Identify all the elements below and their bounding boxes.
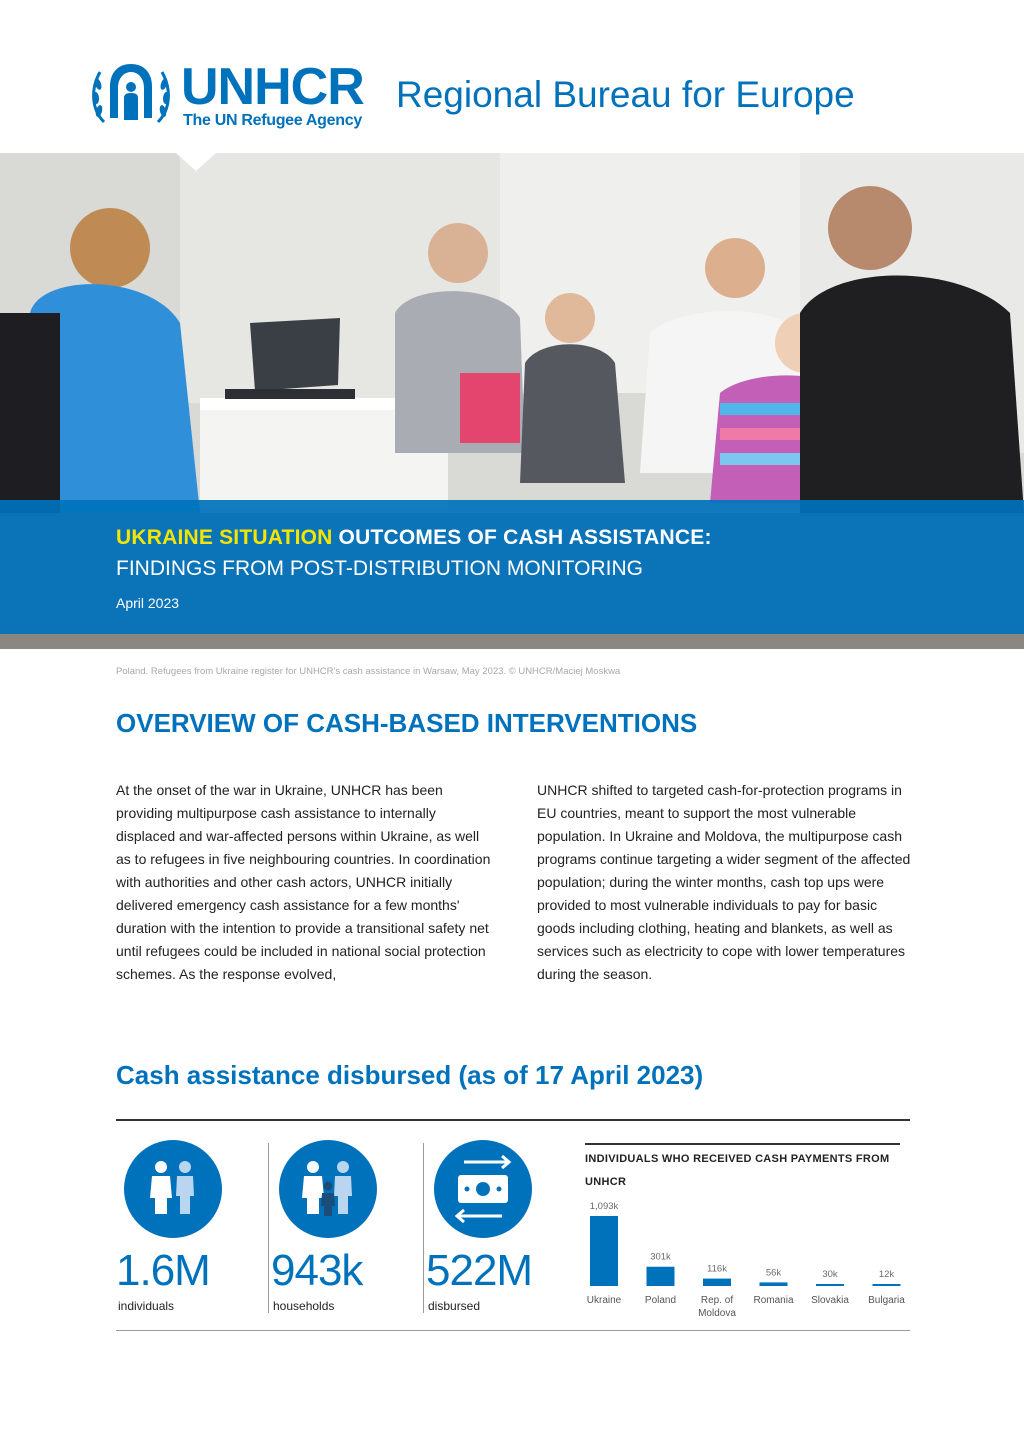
bar-chart <box>580 1190 920 1325</box>
stat-value: 1.6M <box>116 1246 210 1295</box>
bureau-title: Regional Bureau for Europe <box>396 74 855 115</box>
bar-poland <box>647 1267 675 1286</box>
report-title-highlight: UKRAINE SITUATION <box>116 526 333 549</box>
bar-value-label: 116k <box>707 1263 727 1275</box>
report-title <box>116 526 712 550</box>
bar-value-label: 30k <box>822 1269 838 1280</box>
report-subtitle: FINDINGS FROM POST-DISTRIBUTION MONITORING <box>116 557 643 580</box>
section-rule-top <box>116 1119 910 1121</box>
stat-divider <box>423 1143 424 1313</box>
unhcr-emblem-icon <box>90 60 172 130</box>
category-label: Poland <box>644 1295 677 1306</box>
chart-title: INDIVIDUALS WHO RECEIVED CASH PAYMENTS FROM UNHCR <box>585 1153 890 1188</box>
family-icon <box>279 1140 377 1238</box>
bar-value-label: 1,093k <box>589 1201 619 1212</box>
bar-bulgaria <box>873 1284 901 1286</box>
stat-label: disbursed <box>428 1299 481 1313</box>
bar-value-label: 56k <box>765 1267 782 1279</box>
cash-transfer-icon <box>434 1140 532 1238</box>
logo-wordmark: UNHCR <box>181 58 364 116</box>
bar-slovakia <box>816 1284 844 1286</box>
category-label: Ukraine <box>586 1295 622 1306</box>
overview-text-left: At the onset of the war in Ukraine, UNHCR has been providing multipurpose cash assistance to internally displaced and war-affected persons within Ukraine, as well as to refugees in five neighbouring countries. In coordination with authorities and other cash actors, UNHCR initially delivered emergency cash assistance for a few months' duration with the intention to provide a transitional safety net until refugees could be included in national social protection schemes. As the response evolved, <box>116 782 491 982</box>
stat-value: 522M <box>426 1246 533 1295</box>
report-date: April 2023 <box>116 595 180 611</box>
logo-tagline: The UN Refugee Agency <box>183 112 362 129</box>
report-title-rest: OUTCOMES OF CASH ASSISTANCE: <box>332 526 712 549</box>
cash-heading: Cash assistance disbursed (as of 17 April 2023) <box>116 1060 704 1090</box>
overview-heading: OVERVIEW OF CASH-BASED INTERVENTIONS <box>116 708 698 738</box>
photo-caption: Poland. Refugees from Ukraine register for UNHCR's cash assistance in Warsaw, May 2023. © UNHCR/Maciej Moskwa <box>116 666 621 677</box>
bar-value-label: 12k <box>878 1269 895 1280</box>
bar-ukraine <box>590 1216 618 1286</box>
category-label: Slovakia <box>811 1295 849 1306</box>
overview-text-right: UNHCR shifted to targeted cash-for-protection programs in EU countries, meant to support the most vulnerable population. In Ukraine and Moldova, the multipurpose cash programs continue targeting a wider segment of the affected population; during the winter months, cash top ups were provided to most vulnerable individuals to pay for basic goods including clothing, heating and blankets, as well as services such as electricity to cope with lower temperatures during the season. <box>537 782 911 982</box>
stat-label: individuals <box>118 1299 175 1313</box>
stat-divider <box>268 1143 269 1313</box>
hero-notch <box>176 153 216 171</box>
category-label: Rep. of Moldova <box>698 1295 736 1319</box>
chart-rule <box>585 1143 900 1145</box>
category-label: Bulgaria <box>868 1295 905 1306</box>
people-icon <box>124 1140 222 1238</box>
bar-value-label: 301k <box>650 1251 671 1263</box>
stat-value: 943k <box>271 1246 363 1295</box>
page-header <box>0 0 1024 153</box>
section-rule-bottom <box>116 1330 910 1331</box>
bar-romania <box>760 1282 788 1286</box>
bar-rep-of-moldova <box>703 1279 731 1286</box>
category-label: Romania <box>753 1295 794 1306</box>
stat-label: households <box>273 1299 335 1313</box>
